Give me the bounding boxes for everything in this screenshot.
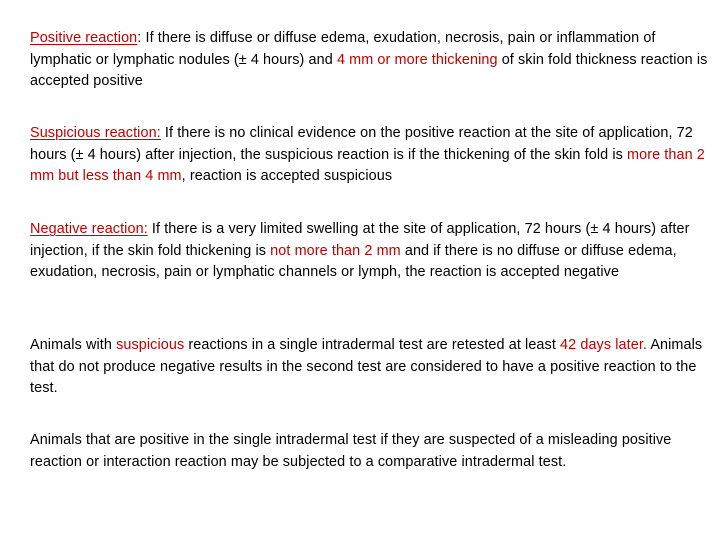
- suspicious-reaction-text-1: If there is no clinical evidence on the positive reaction at the site of application, 72 hours (± 4 hours) after injection, the suspicious reaction is if the thickening of the skin fold is: [30, 125, 693, 163]
- paragraph-positive-reaction: [30, 28, 714, 93]
- retest-highlight-suspicious: suspicious: [116, 337, 185, 353]
- paragraph-comparative-test: [30, 430, 714, 473]
- suspicious-reaction-heading: Suspicious reaction:: [30, 125, 161, 141]
- suspicious-reaction-text-2: , reaction is accepted suspicious: [181, 168, 393, 184]
- negative-reaction-heading: Negative reaction:: [30, 221, 148, 237]
- paragraph-retest: [30, 335, 714, 400]
- retest-text-1: Animals with: [30, 337, 117, 353]
- positive-reaction-colon: :: [137, 30, 142, 46]
- suspicious-reaction-highlight: more than 2 mm but less than 4 mm: [30, 146, 705, 184]
- positive-reaction-text-2: of skin fold thickness reaction is accepted positive: [30, 51, 708, 89]
- retest-highlight-days: 42 days later.: [560, 337, 648, 353]
- negative-reaction-highlight: not more than 2 mm: [270, 242, 401, 259]
- paragraph-negative-reaction: [30, 219, 714, 284]
- negative-reaction-text-1: If there is a very limited swelling at the site of application, 72 hours (± 4 hours) after injection, if the skin fold thickening is: [30, 221, 690, 259]
- paragraph-suspicious-reaction: [30, 123, 714, 188]
- positive-reaction-text-1: If there is diffuse or diffuse edema, exudation, necrosis, pain or inflammation of lymphatic or lymphatic nodules (± 4 hours) and: [30, 30, 656, 68]
- retest-text-2: reactions in a single intradermal test are retested at least: [184, 337, 561, 353]
- comparative-text-1: Animals that are positive in the single intradermal test if they are suspected of a misleading positive reaction or interaction reaction may be subjected to a comparative intradermal test.: [30, 432, 672, 470]
- positive-reaction-heading: Positive reaction: [30, 30, 138, 46]
- retest-text-3: Animals that do not produce negative results in the second test are considered to have a positive reaction to the test.: [30, 337, 703, 396]
- positive-reaction-highlight: 4 mm or more thickening: [336, 51, 498, 68]
- negative-reaction-text-2: and if there is no diffuse or diffuse edema, exudation, necrosis, pain or lymphatic channels or lymph, the reaction is accepted negative: [30, 242, 677, 280]
